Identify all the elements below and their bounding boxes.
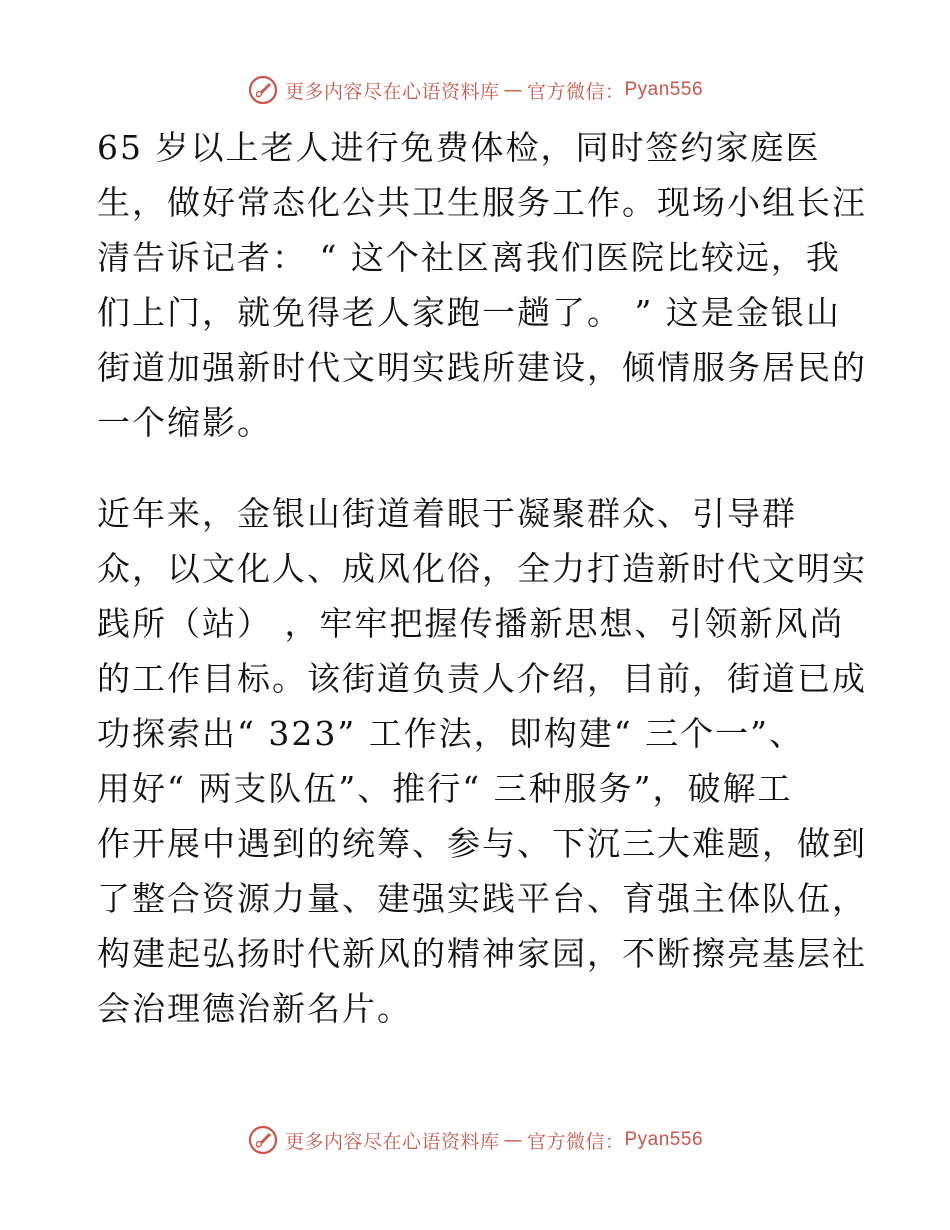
text-line: 清告诉记者： “ 这个社区离我们医院比较远，我 bbox=[97, 238, 841, 277]
text-line: 的工作目标。该街道负责人介绍，目前，街道已成 bbox=[97, 659, 867, 698]
watermark-wechat-id: Pyan556 bbox=[624, 1129, 704, 1150]
footer-watermark bbox=[0, 1120, 950, 1160]
quill-seal-icon bbox=[247, 74, 279, 106]
quill-seal-icon bbox=[247, 1124, 279, 1156]
watermark-wechat-id: Pyan556 bbox=[624, 79, 704, 100]
text-line: 构建起弘扬时代新风的精神家园，不断擦亮基层社 bbox=[97, 934, 867, 973]
text-line: 会治理德治新名片。 bbox=[97, 989, 412, 1028]
text-line: 功探索出“ 323” 工作法，即构建“ 三个一”、 bbox=[97, 714, 804, 753]
text-line: 作开展中遇到的统筹、参与、下沉三大难题，做到 bbox=[97, 824, 867, 863]
text-line: 近年来，金银山街道着眼于凝聚群众、引导群 bbox=[97, 494, 797, 533]
paragraph-2 bbox=[97, 486, 867, 1036]
watermark-separator: — bbox=[503, 1129, 523, 1151]
text-line: 践所（站） ，牢牢把握传播新思想、引领新风尚 bbox=[97, 604, 845, 643]
text-line: 用好“ 两支队伍”、推行“ 三种服务”，破解工 bbox=[97, 769, 793, 808]
paragraph-1 bbox=[97, 120, 867, 450]
watermark-wechat-label: 官方微信： bbox=[526, 1130, 625, 1153]
text-line: 街道加强新时代文明实践所建设，倾情服务居民的 bbox=[97, 348, 867, 387]
text-line: 生，做好常态化公共卫生服务工作。现场小组长汪 bbox=[97, 183, 867, 222]
watermark-wechat-label: 官方微信： bbox=[526, 80, 625, 103]
text-line: 一个缩影。 bbox=[97, 403, 272, 442]
header-watermark bbox=[0, 70, 950, 110]
text-line: 65 岁以上老人进行免费体检，同时签约家庭医 bbox=[97, 128, 821, 167]
text-line: 众，以文化人、成风化俗，全力打造新时代文明实 bbox=[97, 549, 867, 588]
text-line: 了整合资源力量、建强实践平台、育强主体队伍， bbox=[97, 879, 867, 918]
watermark-title: 更多内容尽在心语资料库 bbox=[284, 80, 500, 103]
text-line: 们上门，就免得老人家跑一趟了。 ” 这是金银山 bbox=[97, 293, 841, 332]
watermark-separator: — bbox=[503, 79, 523, 101]
watermark-title: 更多内容尽在心语资料库 bbox=[284, 1130, 500, 1153]
